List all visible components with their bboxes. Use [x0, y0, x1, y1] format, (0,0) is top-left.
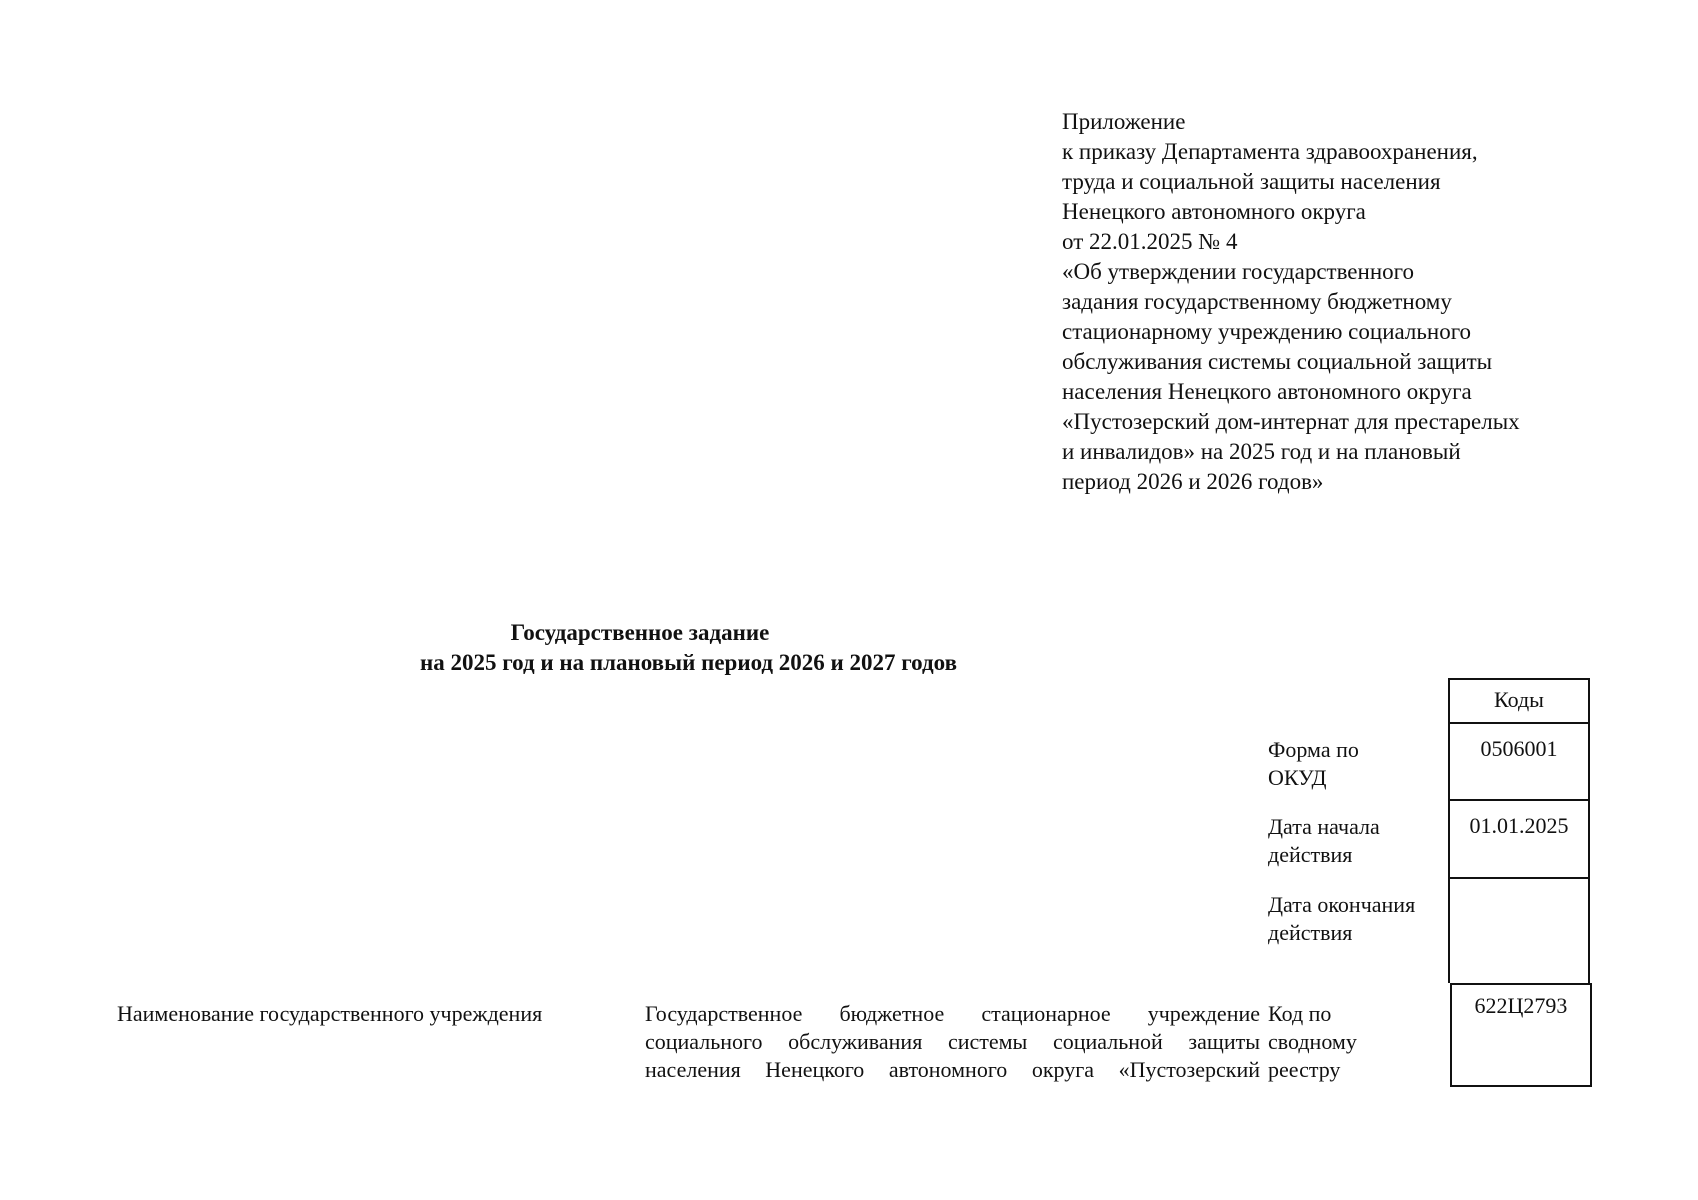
codes-divider — [1448, 722, 1590, 724]
institution-label: Наименование государственного учреждения — [117, 1001, 543, 1026]
institution-name — [645, 1000, 1260, 1084]
appendix-line: населения Ненецкого автономного округа — [1062, 379, 1472, 404]
label-start-date-line: Дата начала — [1268, 814, 1380, 839]
title-line-1: Государственное задание — [510, 620, 770, 645]
label-okud-line: Форма по — [1268, 737, 1359, 762]
appendix-line: к приказу Департамента здравоохранения, — [1062, 139, 1478, 164]
appendix-line: период 2026 и 2026 годов» — [1062, 469, 1324, 494]
appendix-line: «Об утверждении государственного — [1062, 259, 1414, 284]
document-title — [420, 618, 957, 678]
appendix-line: и инвалидов» на 2025 год и на плановый — [1062, 439, 1461, 464]
appendix-line: «Пустозерский дом-интернат для престарелых — [1062, 409, 1520, 434]
codes-header: Коды — [1494, 687, 1544, 712]
appendix-block — [1062, 107, 1642, 497]
label-end-date — [1268, 891, 1448, 947]
institution-name-line: Государственное бюджетное стационарное учреждение — [645, 1001, 1260, 1026]
appendix-line: задания государственному бюджетному — [1062, 289, 1452, 314]
institution-name-line: населения Ненецкого автономного округа «Пустозерский — [645, 1057, 1260, 1082]
label-registry-line: реестру — [1268, 1057, 1341, 1082]
appendix-line: труда и социальной защиты населения — [1062, 169, 1441, 194]
appendix-line: стационарному учреждению социального — [1062, 319, 1472, 344]
label-registry-line: сводному — [1268, 1029, 1357, 1054]
label-end-date-line: Дата окончания — [1268, 892, 1416, 917]
appendix-line: Приложение — [1062, 109, 1186, 134]
label-registry-line: Код по — [1268, 1001, 1332, 1026]
code-okud-value: 0506001 — [1480, 736, 1558, 761]
label-end-date-line: действия — [1268, 920, 1353, 945]
codes-divider — [1448, 877, 1590, 879]
institution-name-line: социального обслуживания системы социальной защиты — [645, 1029, 1260, 1054]
label-start-date-line: действия — [1268, 842, 1353, 867]
label-start-date — [1268, 813, 1448, 869]
codes-divider — [1448, 799, 1590, 801]
code-start-date-value: 01.01.2025 — [1469, 813, 1569, 838]
label-registry — [1268, 1000, 1448, 1084]
label-okud-line: ОКУД — [1268, 765, 1327, 790]
appendix-line: Ненецкого автономного округа — [1062, 199, 1366, 224]
title-line-2: на 2025 год и на плановый период 2026 и 2027 годов — [420, 650, 957, 675]
appendix-line: обслуживания системы социальной защиты — [1062, 349, 1493, 374]
code-registry-value: 622Ц2793 — [1474, 993, 1568, 1018]
label-okud — [1268, 736, 1448, 792]
appendix-line: от 22.01.2025 № 4 — [1062, 229, 1238, 254]
